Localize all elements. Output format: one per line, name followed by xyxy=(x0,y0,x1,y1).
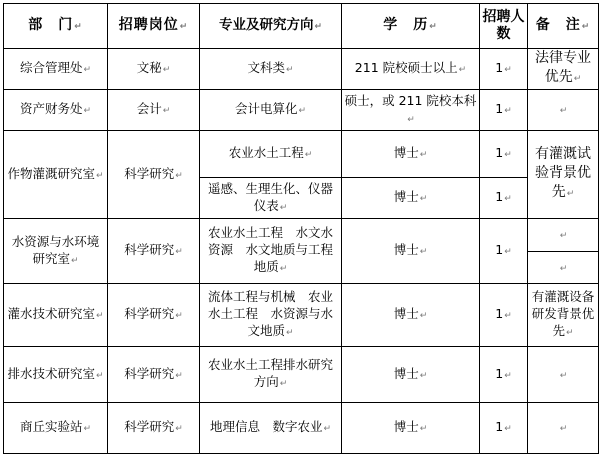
position-cell: 科学研究↵ xyxy=(108,219,200,284)
header-remark: 备 注↵ xyxy=(528,4,599,49)
table-row xyxy=(4,49,599,90)
count-cell: 1↵ xyxy=(480,131,528,178)
dept-cell: 排水技术研究室↵ xyxy=(4,347,108,403)
dept-cell: 灌水技术研究室↵ xyxy=(4,284,108,347)
count-cell: 1↵ xyxy=(480,347,528,403)
count-cell: 1↵ xyxy=(480,90,528,131)
education-cell: 博士↵ xyxy=(342,284,480,347)
education-cell: 211 院校硕士以上↵ xyxy=(342,49,480,90)
recruitment-table xyxy=(3,3,599,454)
education-cell: 博士↵ xyxy=(342,347,480,403)
header-education: 学 历↵ xyxy=(342,4,480,49)
table-row xyxy=(4,347,599,403)
major-cell: 会计电算化↵ xyxy=(200,90,342,131)
header-major: 专业及研究方向↵ xyxy=(200,4,342,49)
count-cell: 1↵ xyxy=(480,219,528,284)
position-cell: 科学研究↵ xyxy=(108,131,200,219)
position-cell: 科学研究↵ xyxy=(108,347,200,403)
education-cell: 硕士，或 211 院校本科↵ xyxy=(342,90,480,131)
count-cell: 1↵ xyxy=(480,284,528,347)
education-cell: 博士↵ xyxy=(342,219,480,284)
major-cell: 文科类↵ xyxy=(200,49,342,90)
dept-cell: 作物灌溉研究室↵ xyxy=(4,131,108,219)
table-header-row xyxy=(4,4,599,49)
remark-cell: 法律专业优先↵ xyxy=(528,49,599,90)
position-cell: 科学研究↵ xyxy=(108,403,200,454)
header-position: 招聘岗位↵ xyxy=(108,4,200,49)
dept-cell: 资产财务处↵ xyxy=(4,90,108,131)
remark-cell: ↵ xyxy=(528,90,599,131)
position-cell: 科学研究↵ xyxy=(108,284,200,347)
major-cell: 农业水土工程排水研究方向↵ xyxy=(200,347,342,403)
remark-cell: 有灌溉设备研发背景优先↵ xyxy=(528,284,599,347)
dept-cell: 商丘实验站↵ xyxy=(4,403,108,454)
remark-cell: ↵ xyxy=(528,219,599,252)
major-cell: 地理信息 数字农业↵ xyxy=(200,403,342,454)
count-cell: 1↵ xyxy=(480,178,528,219)
major-cell: 农业水土工程 水文水资源 水文地质与工程地质↵ xyxy=(200,219,342,284)
education-cell: 博士↵ xyxy=(342,403,480,454)
count-cell: 1↵ xyxy=(480,403,528,454)
header-count: 招聘人数 xyxy=(480,4,528,49)
education-cell: 博士↵ xyxy=(342,131,480,178)
count-cell: 1↵ xyxy=(480,49,528,90)
education-cell: 博士↵ xyxy=(342,178,480,219)
header-dept: 部 门↵ xyxy=(4,4,108,49)
major-cell: 农业水土工程↵ xyxy=(200,131,342,178)
major-cell: 流体工程与机械 农业水土工程 水资源与水文地质↵ xyxy=(200,284,342,347)
dept-cell: 综合管理处↵ xyxy=(4,49,108,90)
table-row xyxy=(4,131,599,178)
position-cell: 会计↵ xyxy=(108,90,200,131)
remark-cell: ↵ xyxy=(528,403,599,454)
table-row xyxy=(4,90,599,131)
remark-cell: ↵ xyxy=(528,252,599,284)
table-row xyxy=(4,403,599,454)
table-row xyxy=(4,219,599,252)
table-row xyxy=(4,284,599,347)
major-cell: 遥感、生理生化、仪器仪表↵ xyxy=(200,178,342,219)
remark-cell: 有灌溉试验背景优先↵ xyxy=(528,131,599,219)
dept-cell: 水资源与水环境研究室↵ xyxy=(4,219,108,284)
remark-cell: ↵ xyxy=(528,347,599,403)
position-cell: 文秘↵ xyxy=(108,49,200,90)
